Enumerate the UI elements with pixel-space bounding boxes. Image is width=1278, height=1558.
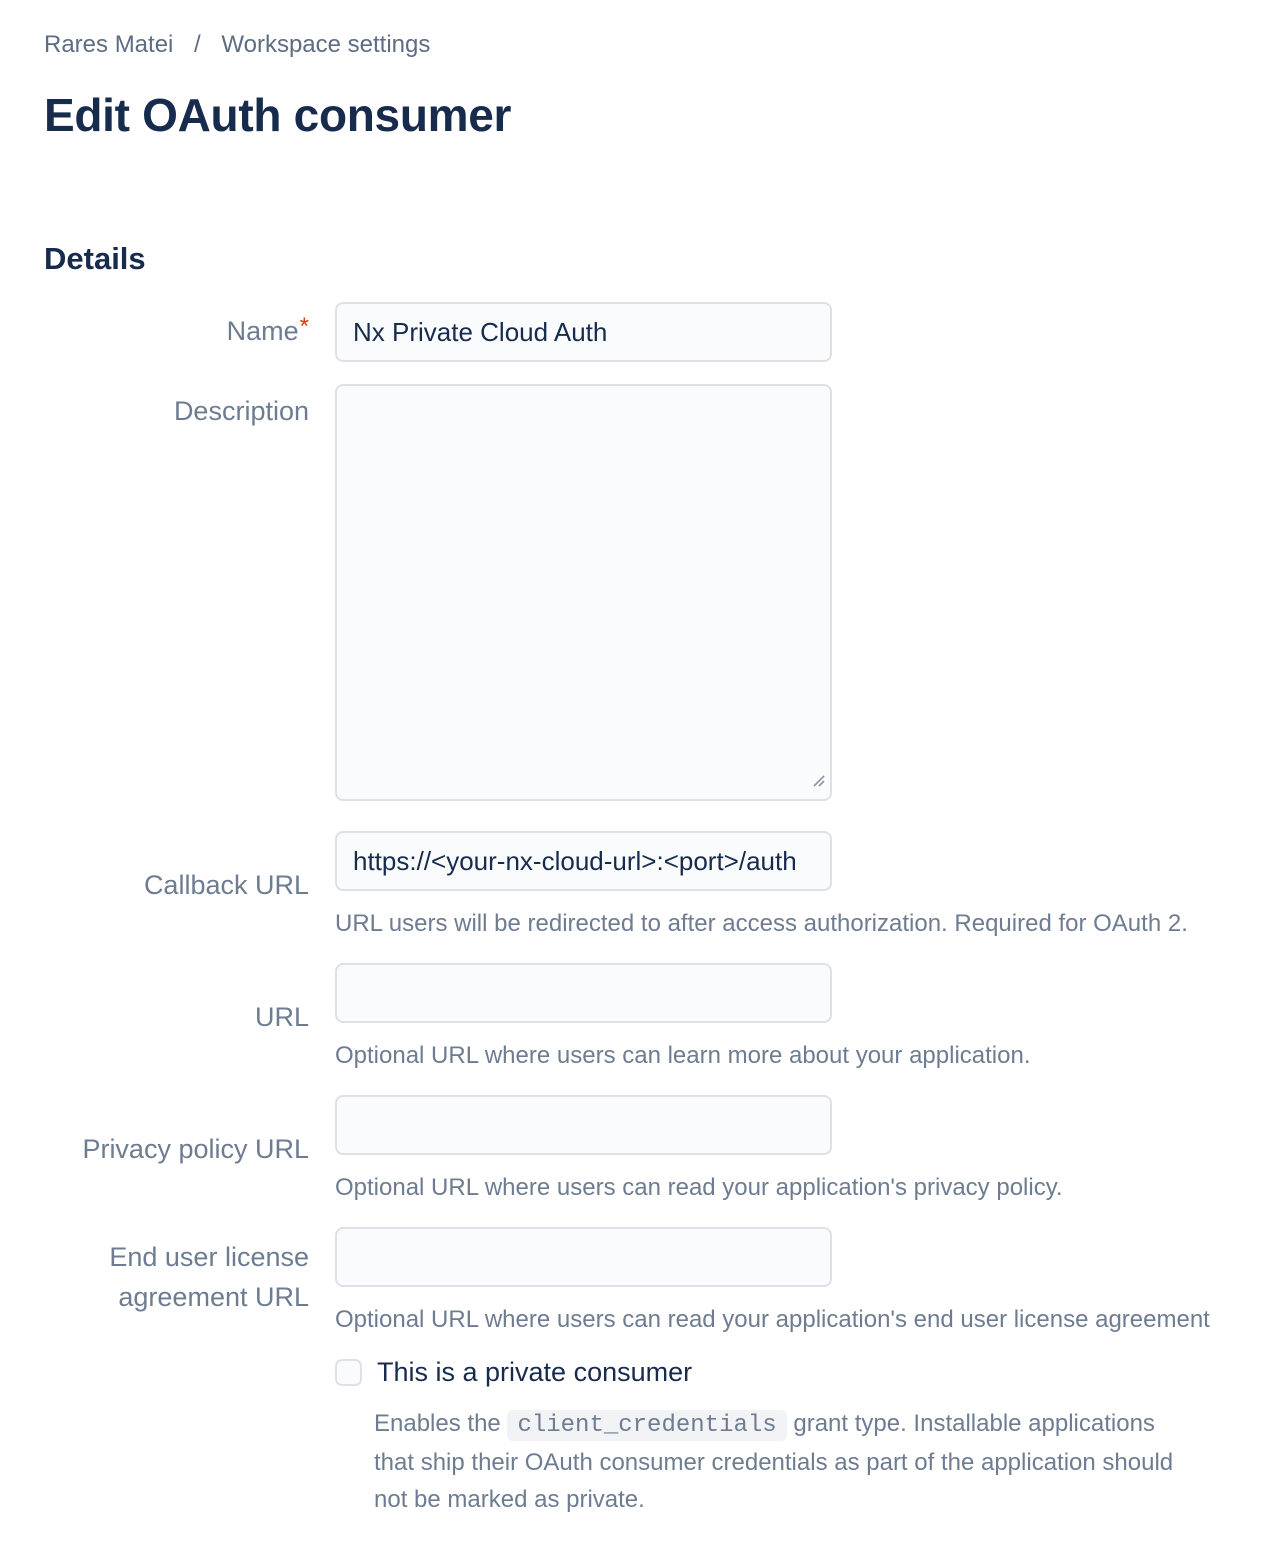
- callback-url-help: URL users will be redirected to after access authorization. Required for OAuth 2.: [335, 910, 1188, 937]
- details-section-heading: Details: [44, 241, 146, 276]
- resize-handle-icon[interactable]: [811, 773, 825, 792]
- eula-url-help: Optional URL where users can read your application's end user license agreement: [335, 1306, 1210, 1333]
- breadcrumb-settings-link[interactable]: Workspace settings: [221, 31, 431, 58]
- private-consumer-checkbox[interactable]: [335, 1359, 362, 1386]
- breadcrumb: [44, 30, 1234, 60]
- description-label: Description: [173, 396, 309, 426]
- url-help: Optional URL where users can learn more about your application.: [335, 1042, 1031, 1069]
- eula-url-label: End user license agreement URL: [109, 1242, 309, 1312]
- url-row: [44, 963, 1234, 1071]
- page-title: Edit OAuth consumer: [44, 89, 512, 141]
- client-credentials-code: client_credentials: [507, 1410, 786, 1441]
- name-row: [44, 302, 1234, 362]
- help-text-before-code: Enables the: [374, 1410, 508, 1437]
- url-label: URL: [254, 1002, 309, 1032]
- eula-url-row: [44, 1227, 1234, 1335]
- description-textarea[interactable]: [335, 384, 832, 801]
- private-consumer-label[interactable]: This is a private consumer: [377, 1357, 693, 1387]
- description-row: [44, 384, 1234, 801]
- breadcrumb-workspace-link[interactable]: Rares Matei: [44, 31, 174, 58]
- oauth-consumer-form: [44, 302, 1234, 1518]
- private-consumer-help: [374, 1405, 1189, 1518]
- url-input[interactable]: [335, 963, 832, 1023]
- callback-url-row: [44, 831, 1234, 939]
- callback-url-label: Callback URL: [143, 870, 309, 900]
- privacy-policy-url-row: [44, 1095, 1234, 1203]
- eula-url-input[interactable]: [335, 1227, 832, 1287]
- privacy-policy-url-help: Optional URL where users can read your application's privacy policy.: [335, 1174, 1063, 1201]
- required-asterisk: *: [299, 313, 309, 340]
- callback-url-input[interactable]: [335, 831, 832, 891]
- breadcrumb-separator: /: [194, 31, 201, 58]
- name-label: Name*: [226, 313, 309, 346]
- private-consumer-row: [335, 1355, 1234, 1389]
- name-input[interactable]: [335, 302, 832, 362]
- privacy-policy-url-input[interactable]: [335, 1095, 832, 1155]
- privacy-policy-url-label: Privacy policy URL: [82, 1134, 309, 1164]
- help-text-after-code: grant type. Installable applications that ship their OAuth consumer credentials as part of the application should not be marked as private.: [374, 1410, 1174, 1513]
